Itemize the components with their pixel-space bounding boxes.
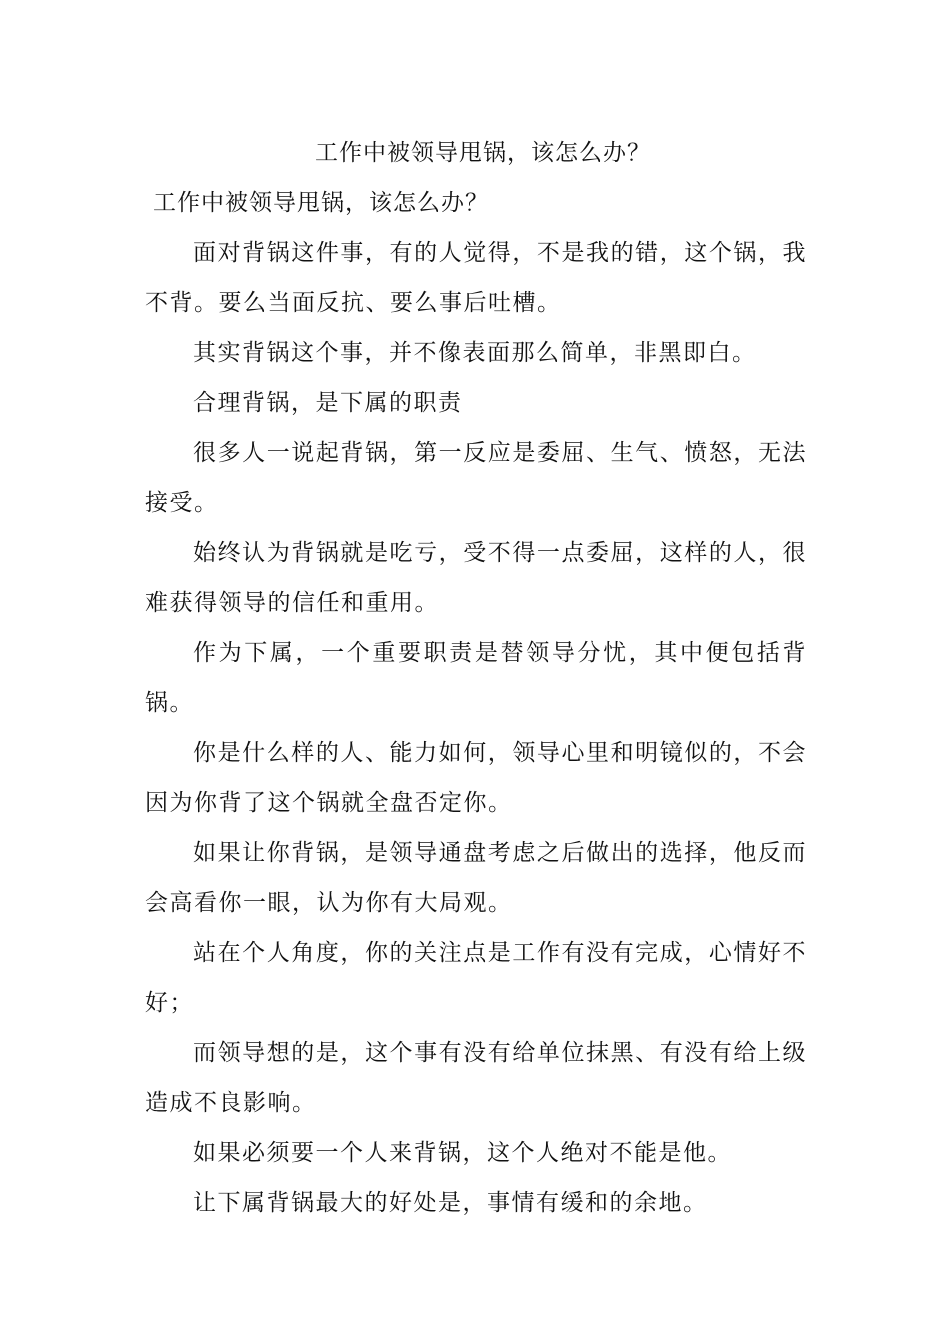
paragraph: 站在个人角度，你的关注点是工作有没有完成，心情好不好； [145,940,807,1016]
paragraph: 如果必须要一个人来背锅，这个人绝对不能是他。 [193,1140,732,1166]
paragraph: 其实背锅这个事，并不像表面那么简单，非黑即白。 [193,340,757,366]
paragraph: 而领导想的是，这个事有没有给单位抹黑、有没有给上级造成不良影响。 [145,1040,807,1116]
paragraph: 很多人一说起背锅，第一反应是委屈、生气、愤怒，无法接受。 [145,440,807,516]
paragraph: 始终认为背锅就是吃亏，受不得一点委屈，这样的人，很难获得领导的信任和重用。 [145,540,807,616]
paragraph: 如果让你背锅，是领导通盘考虑之后做出的选择，他反而会高看你一眼，认为你有大局观。 [145,840,807,916]
paragraph: 你是什么样的人、能力如何，领导心里和明镜似的，不会因为你背了这个锅就全盘否定你。 [145,740,807,816]
document-subtitle: 工作中被领导甩锅，该怎么办？ [153,190,489,216]
section-heading: 合理背锅，是下属的职责 [193,390,463,416]
document-title: 工作中被领导甩锅，该怎么办？ [315,140,651,166]
paragraph: 作为下属，一个重要职责是替领导分忧，其中便包括背锅。 [145,640,807,716]
paragraph: 让下属背锅最大的好处是，事情有缓和的余地。 [193,1190,708,1216]
paragraph: 面对背锅这件事，有的人觉得，不是我的错，这个锅，我不背。要么当面反抗、要么事后吐槽。 [145,240,807,316]
document-page [145,128,807,1228]
